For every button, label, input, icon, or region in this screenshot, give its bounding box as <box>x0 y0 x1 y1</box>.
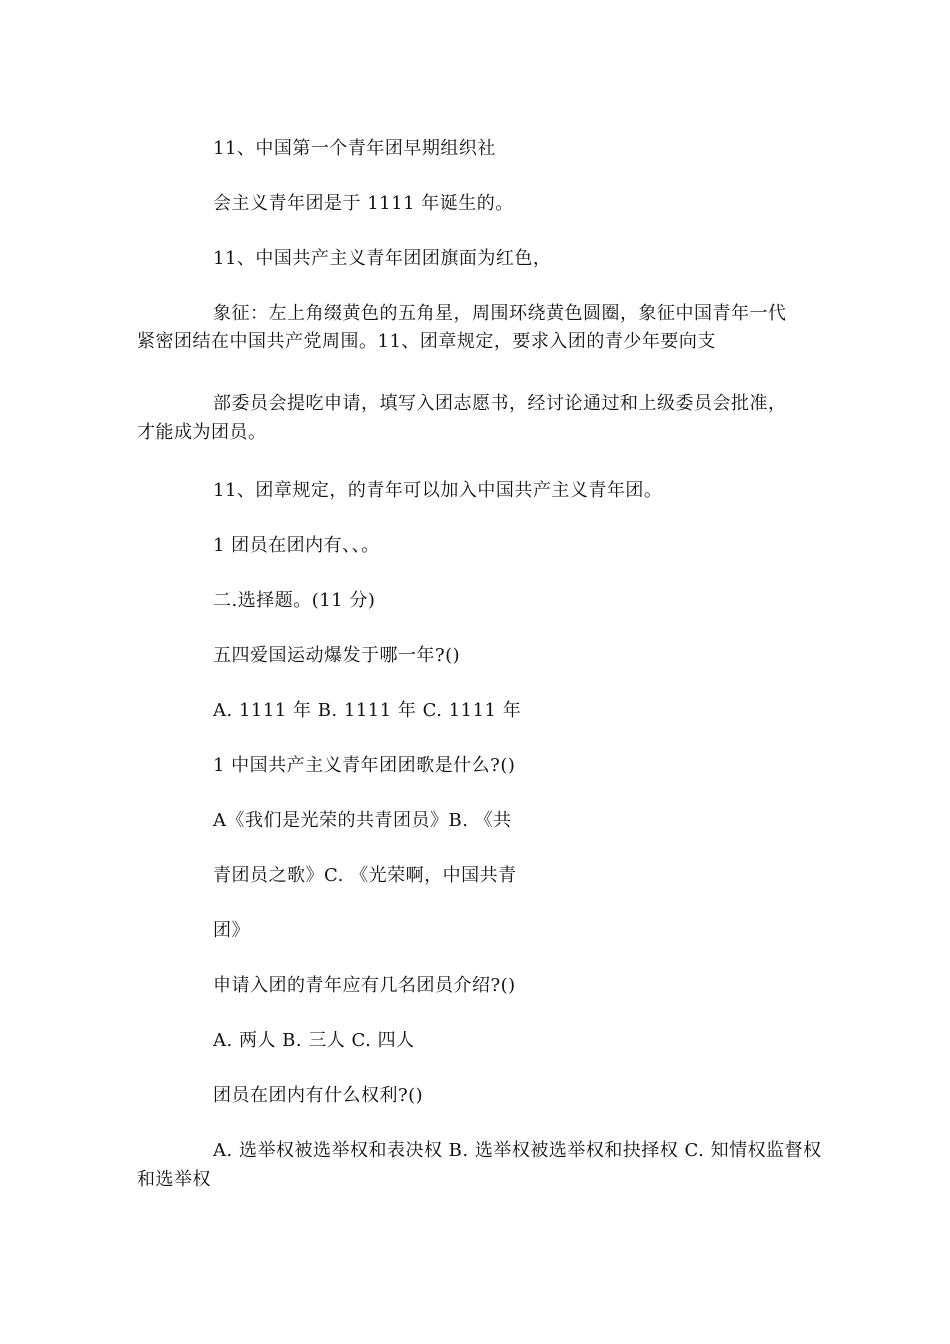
question-text: 五四爱国运动爆发于哪一年?() <box>213 645 461 666</box>
text-line: 才能成为团员。 <box>137 422 267 443</box>
section-heading: 二.选择题。(11 分) <box>213 590 376 611</box>
text-line: 会主义青年团是于 1111 年诞生的。 <box>213 193 514 214</box>
answer-options: A《我们是光荣的共青团员》B. 《共 <box>213 810 512 831</box>
text-line: 11、中国第一个青年团早期组织社 <box>213 138 496 159</box>
question-text: 1 中国共产主义青年团团歌是什么?() <box>213 755 516 776</box>
text-line: 部委员会提吃申请，填写入团志愿书，经讨论通过和上级委员会批准， <box>213 393 787 414</box>
answer-options: A. 1111 年 B. 1111 年 C. 1111 年 <box>213 700 522 721</box>
question-text: 申请入团的青年应有几名团员介绍?() <box>213 975 516 996</box>
text-line: 11、中国共产主义青年团团旗面为红色， <box>213 248 552 269</box>
question-text: 团员在团内有什么权利?() <box>213 1085 424 1106</box>
text-line: 11、团章规定，的青年可以加入中国共产主义青年团。 <box>213 480 663 501</box>
answer-options: A. 两人 B. 三人 C. 四人 <box>213 1030 415 1051</box>
text-line: 紧密团结在中国共产党周围。11、团章规定，要求入团的青少年要向支 <box>137 331 716 352</box>
text-line: 象征：左上角缀黄色的五角星，周围环绕黄色圆圈，象征中国青年一代 <box>213 303 787 324</box>
answer-options: 青团员之歌》C. 《光荣啊，中国共青 <box>213 865 517 886</box>
answer-options: A. 选举权被选举权和表决权 B. 选举权被选举权和抉择权 C. 知情权监督权 <box>213 1140 822 1161</box>
answer-options: 和选举权 <box>137 1169 211 1190</box>
answer-options: 团》 <box>213 920 250 941</box>
text-line: 1 团员在团内有、、。 <box>213 535 380 556</box>
